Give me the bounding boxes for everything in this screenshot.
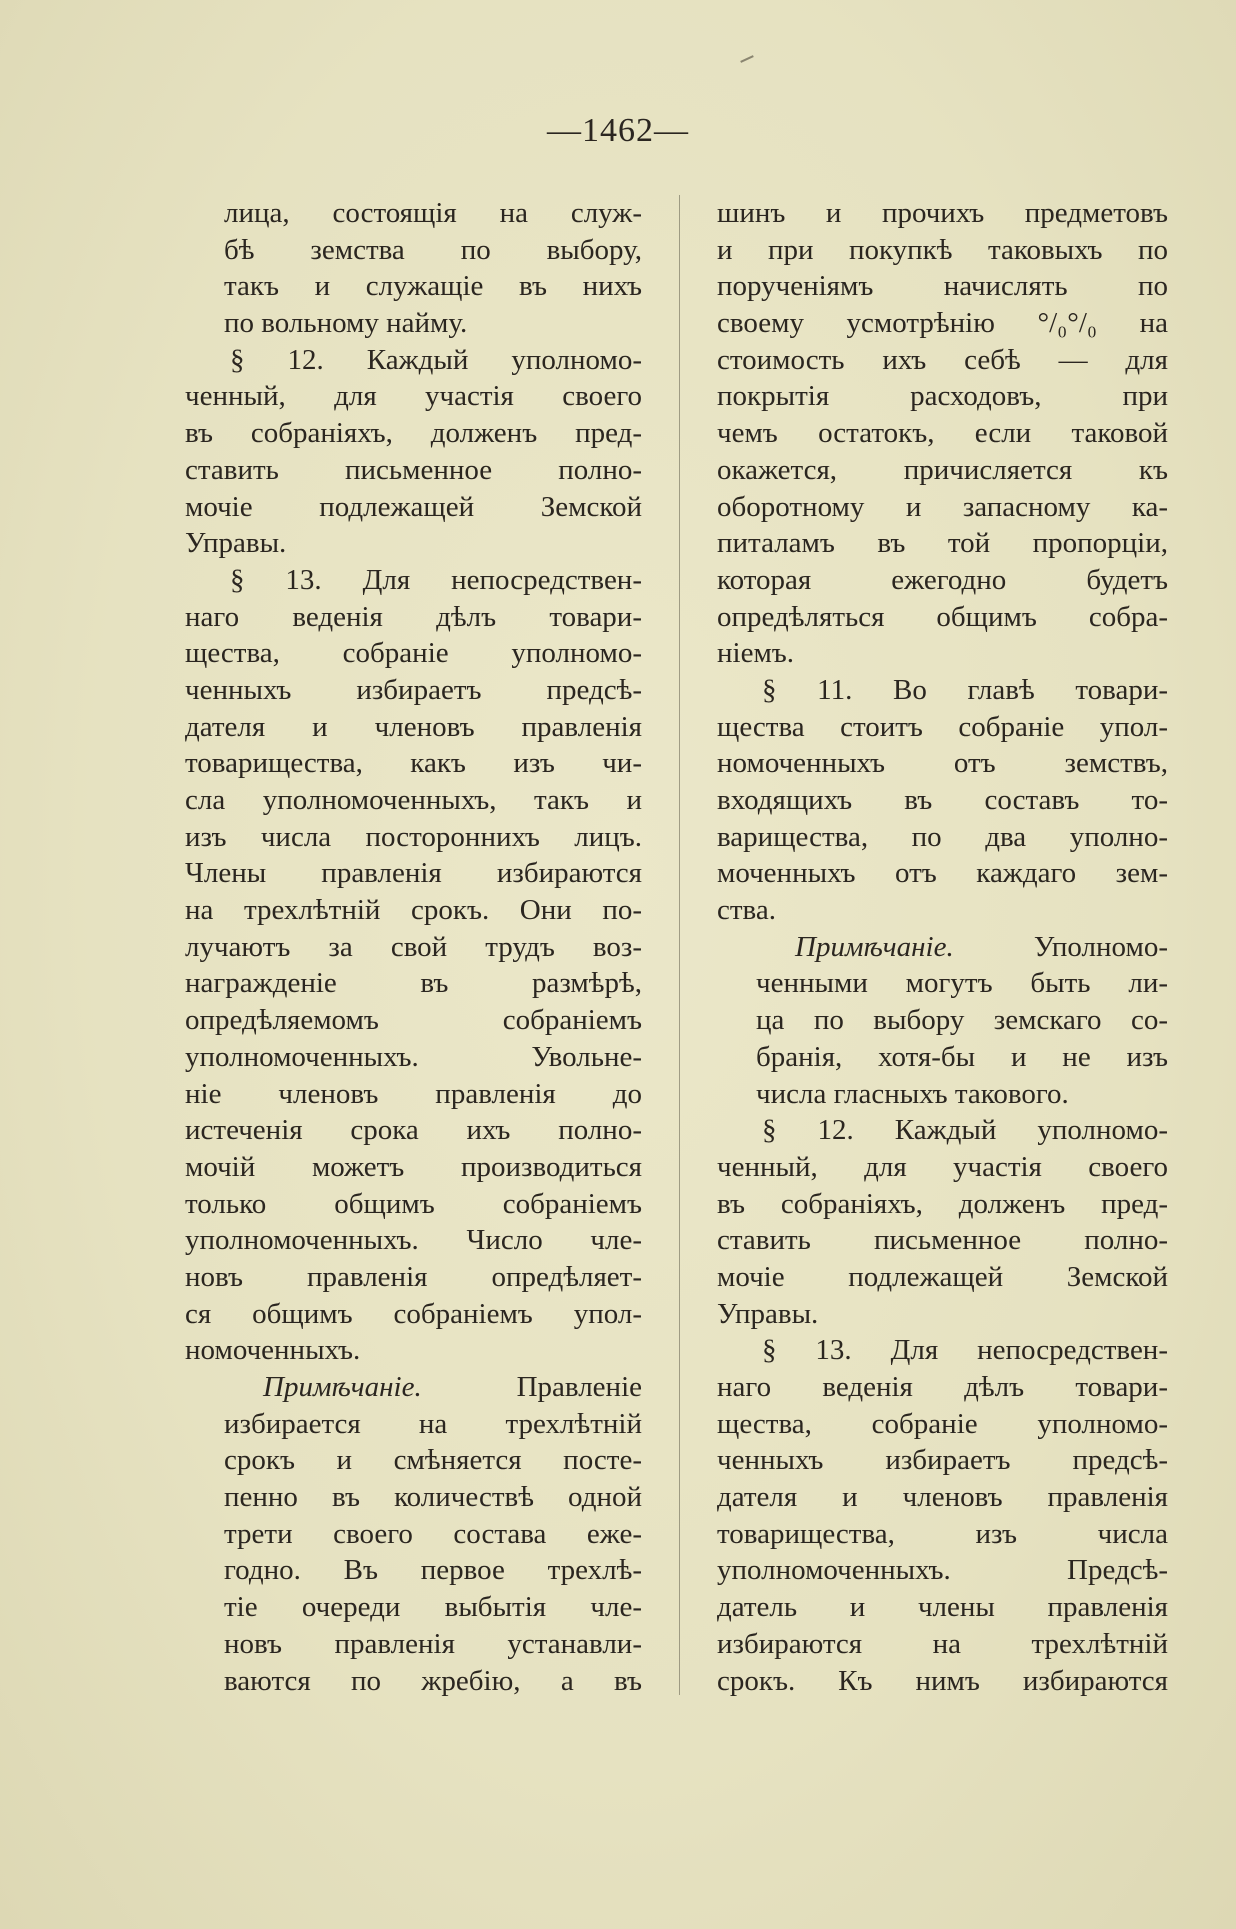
- text-line: въ собраніяхъ, долженъ пред-: [185, 417, 642, 450]
- note-paragraph: [185, 1369, 642, 1699]
- text-line: и при покупкѣ таковыхъ по: [717, 233, 1168, 266]
- text-line: тіе очереди выбытія чле-: [224, 1591, 642, 1624]
- text-line: на трехлѣтній срокъ. Они по-: [185, 894, 642, 927]
- note-label: Примѣчаніе.: [263, 1371, 422, 1403]
- text-line: датель и члены правленія: [717, 1591, 1168, 1624]
- text-line: ставить письменное полно-: [717, 1224, 1168, 1257]
- paragraph: [717, 195, 1168, 672]
- text-line: срокъ. Къ нимъ избираются: [717, 1664, 1168, 1697]
- text-line: дателя и членовъ правленія: [185, 710, 642, 743]
- note-paragraph: [717, 929, 1168, 1112]
- text-line: товарищества, изъ числа: [717, 1517, 1168, 1550]
- text-line: мочіе подлежащей Земской: [185, 490, 642, 523]
- text-line: моченныхъ отъ каждаго зем-: [717, 857, 1168, 890]
- text-line: питаламъ въ той пропорціи,: [717, 527, 1168, 560]
- text-line: опредѣляемомъ собраніемъ: [185, 1004, 642, 1037]
- text-line: [185, 1369, 642, 1406]
- text-line: избираются на трехлѣтній: [717, 1627, 1168, 1660]
- paragraph: [185, 562, 642, 1369]
- text-line: ченный, для участія своего: [185, 380, 642, 413]
- text-line: окажется, причисляется къ: [717, 453, 1168, 486]
- column-divider: [679, 195, 680, 1695]
- text-line: награжденіе въ размѣрѣ,: [185, 967, 642, 1000]
- text-line: ставить письменное полно-: [185, 453, 642, 486]
- text-line: годно. Въ первое трехлѣ-: [224, 1554, 642, 1587]
- text-line: чемъ остатокъ, если таковой: [717, 417, 1168, 450]
- text-line: § 13. Для непосредствен-: [230, 563, 642, 596]
- text-line: мочіе подлежащей Земской: [717, 1260, 1168, 1293]
- text-line: истеченія срока ихъ полно-: [185, 1114, 642, 1147]
- text-line: ства.: [717, 894, 776, 927]
- text-line: по вольному найму.: [224, 307, 468, 340]
- paragraph: [717, 1332, 1168, 1699]
- text-line: своему усмотрѣнію °/₀°/₀ на: [717, 307, 1168, 340]
- text-line: срокъ и смѣняется посте-: [224, 1444, 642, 1477]
- text-line: щества, собраніе уполномо-: [185, 637, 642, 670]
- text-line: числа гласныхъ такового.: [756, 1077, 1069, 1110]
- note-first-text: Правленіе: [421, 1371, 642, 1403]
- text-line: § 11. Во главѣ товари-: [762, 673, 1168, 706]
- text-line: наго веденія дѣлъ товари-: [185, 600, 642, 633]
- note-first-text: Уполномо-: [953, 930, 1168, 963]
- text-line: уполномоченныхъ. Число чле-: [185, 1224, 642, 1257]
- text-line: пенно въ количествѣ одной: [224, 1481, 642, 1514]
- text-line: стоимость ихъ себѣ — для: [717, 343, 1168, 376]
- text-line: мочій можетъ производиться: [185, 1150, 642, 1183]
- note-label: Примѣчаніе.: [795, 930, 954, 963]
- text-line: бранія, хотя-бы и не изъ: [756, 1040, 1168, 1073]
- text-line: только общимъ собраніемъ: [185, 1187, 642, 1220]
- text-line: сла уполномоченныхъ, такъ и: [185, 784, 642, 816]
- text-line: § 12. Каждый уполномо-: [230, 343, 642, 376]
- text-line: Управы.: [717, 1297, 819, 1330]
- text-line: входящихъ въ составъ то-: [717, 784, 1168, 816]
- text-line: Члены правленія избираются: [185, 857, 642, 890]
- text-line: щества стоитъ собраніе упол-: [717, 710, 1168, 743]
- text-line: наго веденія дѣлъ товари-: [717, 1371, 1168, 1403]
- text-line: лица, состоящія на служ-: [224, 197, 642, 229]
- text-line: ца по выбору земскаго со-: [756, 1004, 1168, 1037]
- text-line: ніемъ.: [717, 637, 795, 670]
- paragraph: [717, 1112, 1168, 1332]
- text-line: бѣ земства по выбору,: [224, 233, 642, 266]
- text-line: [717, 929, 1168, 966]
- text-line: § 12. Каждый уполномо-: [762, 1114, 1168, 1147]
- text-line: дателя и членовъ правленія: [717, 1481, 1168, 1514]
- text-line: § 13. Для непосредствен-: [762, 1334, 1168, 1367]
- text-line: опредѣляться общимъ собра-: [717, 600, 1168, 633]
- right-column: [717, 195, 1168, 1699]
- text-line: Управы.: [185, 527, 287, 560]
- left-column: [185, 195, 642, 1699]
- text-line: номоченныхъ отъ земствъ,: [717, 747, 1168, 780]
- text-line: ся общимъ собраніемъ упол-: [185, 1297, 642, 1330]
- text-line: которая ежегодно будетъ: [717, 563, 1168, 596]
- text-line: варищества, по два уполно-: [717, 820, 1168, 853]
- text-line: изъ числа постороннихъ лицъ.: [185, 820, 642, 853]
- text-line: товарищества, какъ изъ чи-: [185, 747, 642, 780]
- text-line: уполномоченныхъ. Увольне-: [185, 1040, 642, 1073]
- paragraph: [185, 195, 642, 342]
- text-line: новъ правленія устанавли-: [224, 1627, 642, 1660]
- paragraph: [185, 342, 642, 562]
- text-line: шинъ и прочихъ предметовъ: [717, 197, 1168, 229]
- text-line: порученіямъ начислять по: [717, 270, 1168, 303]
- text-line: лучаютъ за свой трудъ воз-: [185, 930, 642, 963]
- text-line: избирается на трехлѣтній: [224, 1407, 642, 1440]
- text-line: ченный, для участія своего: [717, 1150, 1168, 1183]
- text-line: ніе членовъ правленія до: [185, 1077, 642, 1110]
- text-line: уполномоченныхъ. Предсѣ-: [717, 1554, 1168, 1587]
- text-line: ченныхъ избираетъ предсѣ-: [717, 1444, 1168, 1477]
- text-line: ченными могутъ быть ли-: [756, 967, 1168, 1000]
- scan-mark: [740, 55, 754, 63]
- text-line: трети своего состава еже-: [224, 1517, 642, 1550]
- paragraph: [717, 672, 1168, 929]
- text-line: такъ и служащіе въ нихъ: [224, 270, 642, 303]
- text-line: ченныхъ избираетъ предсѣ-: [185, 673, 642, 706]
- text-line: ваются по жребію, а въ: [224, 1664, 642, 1697]
- text-line: въ собраніяхъ, долженъ пред-: [717, 1187, 1168, 1220]
- text-line: номоченныхъ.: [185, 1334, 361, 1367]
- text-line: новъ правленія опредѣляет-: [185, 1260, 642, 1293]
- text-line: щества, собраніе уполномо-: [717, 1407, 1168, 1440]
- text-line: покрытія расходовъ, при: [717, 380, 1168, 413]
- page-number: —1462—: [547, 112, 689, 149]
- text-line: оборотному и запасному ка-: [717, 490, 1168, 523]
